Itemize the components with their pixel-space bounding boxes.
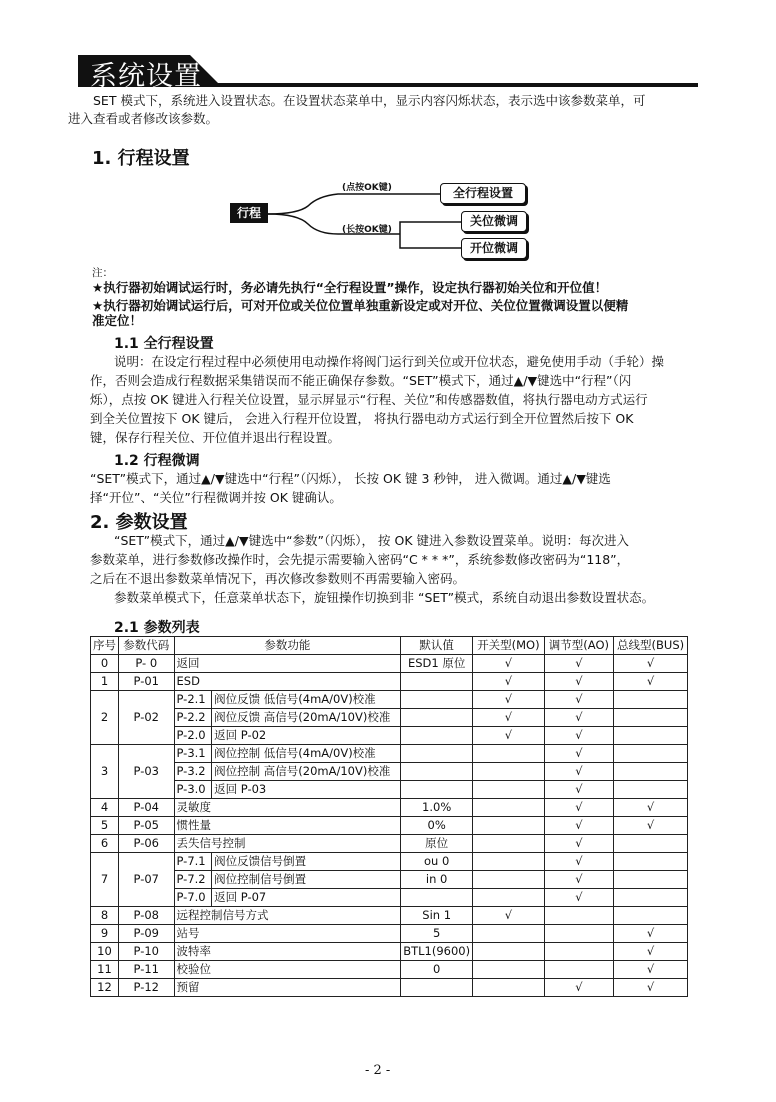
- cell-no: 8: [91, 907, 119, 925]
- table-row: [91, 871, 688, 889]
- cell-code: P-05: [119, 817, 175, 835]
- cell-ao: [544, 907, 614, 925]
- cell-code: P-06: [119, 835, 175, 853]
- cell-default: 0%: [401, 817, 473, 835]
- cell-no: 12: [91, 979, 119, 997]
- cell-default: [401, 745, 473, 763]
- table-row: [91, 691, 688, 709]
- cell-mo: [473, 961, 545, 979]
- cell-code: P-12: [119, 979, 175, 997]
- cell-bus: √: [614, 655, 688, 673]
- travel-diagram: [228, 178, 538, 264]
- cell-function: 返回 P-03: [212, 781, 401, 799]
- cell-function: 阀位反馈 低信号(4mA/0V)校准: [212, 691, 401, 709]
- cell-bus: [614, 871, 688, 889]
- cell-mo: [473, 871, 545, 889]
- table-row: [91, 961, 688, 979]
- cell-default: [401, 889, 473, 907]
- cell-bus: [614, 853, 688, 871]
- cell-function: 校验位: [174, 961, 401, 979]
- cell-ao: √: [544, 835, 614, 853]
- full-travel-line-5: 键，保存行程关位、开位值并退出行程设置。: [90, 430, 341, 445]
- cell-ao: √: [544, 727, 614, 745]
- subsection-title-param-list: 2.1 参数列表: [114, 620, 200, 636]
- full-travel-line-4: 到全关位置按下 OK 键后， 会进入行程开位设置， 将执行器电动方式运行到全开位置然后按下 OK: [90, 411, 634, 426]
- cell-bus: √: [614, 817, 688, 835]
- cell-ao: √: [544, 691, 614, 709]
- cell-function: 丢失信号控制: [174, 835, 401, 853]
- cell-mo: [473, 745, 545, 763]
- subsection-title-full-travel: 1.1 全行程设置: [114, 336, 214, 352]
- cell-ao: √: [544, 853, 614, 871]
- diagram-box-open-trim: 开位微调: [461, 238, 527, 259]
- cell-ao: [544, 943, 614, 961]
- header-mo: 开关型(MO): [473, 637, 545, 655]
- trim-line-1: “SET”模式下，通过▲/▼键选中“行程”（闪烁）， 长按 OK 键 3 秒钟， 进入微调。通过▲/▼键选: [90, 471, 611, 486]
- diagram-box-full-travel: 全行程设置: [440, 183, 526, 204]
- cell-function: 惯性量: [174, 817, 401, 835]
- cell-mo: [473, 817, 545, 835]
- cell-code: P-04: [119, 799, 175, 817]
- cell-function: 远程控制信号方式: [174, 907, 401, 925]
- parameter-table: [90, 636, 688, 997]
- cell-mo: √: [473, 727, 545, 745]
- table-row: [91, 709, 688, 727]
- full-travel-line-3: 烁），点按 OK 键进入行程关位设置，显示屏显示“行程、关位”和传感器数值，将执行器电动方式运行: [90, 392, 648, 407]
- cell-mo: √: [473, 709, 545, 727]
- table-row: [91, 745, 688, 763]
- note-1: ★执行器初始调试运行时，务必请先执行“全行程设置”操作，设定执行器初始关位和开位值！: [92, 280, 608, 295]
- diagram-label-short-press: (点按OK键): [342, 183, 392, 193]
- cell-bus: [614, 727, 688, 745]
- cell-function: 返回 P-02: [212, 727, 401, 745]
- cell-code: P-02: [119, 691, 175, 745]
- cell-mo: [473, 835, 545, 853]
- table-row: [91, 817, 688, 835]
- cell-no: 2: [91, 691, 119, 745]
- page-title: 系统设置: [90, 61, 202, 92]
- intro-line-2: 进入查看或者修改该参数。: [68, 111, 219, 126]
- cell-default: [401, 979, 473, 997]
- cell-function: 灵敏度: [174, 799, 401, 817]
- cell-code: P-07: [119, 853, 175, 907]
- cell-code: P-11: [119, 961, 175, 979]
- cell-mo: [473, 943, 545, 961]
- cell-bus: [614, 745, 688, 763]
- params-line-2: 参数菜单，进行参数修改操作时，会先提示需要输入密码“C * * *”，系统参数修改密码为“118”，: [90, 552, 630, 567]
- cell-subcode: P-2.1: [174, 691, 212, 709]
- table-row: [91, 889, 688, 907]
- table-row: [91, 763, 688, 781]
- section-title-travel: 1. 行程设置: [92, 148, 190, 169]
- cell-mo: [473, 889, 545, 907]
- cell-bus: √: [614, 943, 688, 961]
- cell-default: [401, 763, 473, 781]
- cell-bus: √: [614, 925, 688, 943]
- cell-bus: [614, 781, 688, 799]
- full-travel-line-1: 说明：在设定行程过程中必须使用电动操作将阀门运行到关位或开位状态，避免使用手动（手轮）操: [114, 354, 665, 369]
- cell-default: 0: [401, 961, 473, 979]
- table-row: [91, 673, 688, 691]
- header-function: 参数功能: [174, 637, 401, 655]
- cell-subcode: P-2.0: [174, 727, 212, 745]
- cell-no: 9: [91, 925, 119, 943]
- diagram-label-long-press: (长按OK键): [342, 225, 392, 235]
- cell-code: P-01: [119, 673, 175, 691]
- trim-line-2: 择“开位”、“关位”行程微调并按 OK 键确认。: [90, 490, 342, 505]
- cell-subcode: P-7.0: [174, 889, 212, 907]
- cell-ao: √: [544, 871, 614, 889]
- cell-default: ESD1 原位: [401, 655, 473, 673]
- cell-function: 阀位控制 低信号(4mA/0V)校准: [212, 745, 401, 763]
- cell-function: 阀位控制 高信号(20mA/10V)校准: [212, 763, 401, 781]
- cell-ao: √: [544, 799, 614, 817]
- subsection-title-trim: 1.2 行程微调: [114, 453, 200, 469]
- cell-function: 返回 P-07: [212, 889, 401, 907]
- cell-ao: [544, 925, 614, 943]
- cell-subcode: P-7.2: [174, 871, 212, 889]
- header-ao: 调节型(AO): [544, 637, 614, 655]
- header-no: 序号: [91, 637, 119, 655]
- cell-default: Sin 1: [401, 907, 473, 925]
- cell-mo: [473, 853, 545, 871]
- cell-subcode: P-7.1: [174, 853, 212, 871]
- cell-mo: √: [473, 673, 545, 691]
- cell-no: 11: [91, 961, 119, 979]
- cell-ao: √: [544, 673, 614, 691]
- cell-default: [401, 727, 473, 745]
- cell-bus: [614, 907, 688, 925]
- cell-ao: √: [544, 745, 614, 763]
- table-row: [91, 799, 688, 817]
- table-row: [91, 727, 688, 745]
- cell-default: BTL1(9600): [401, 943, 473, 961]
- cell-no: 5: [91, 817, 119, 835]
- cell-mo: [473, 925, 545, 943]
- table-row: [91, 835, 688, 853]
- params-line-3: 之后在不退出参数菜单情况下，再次修改参数则不再需要输入密码。: [90, 571, 466, 586]
- cell-ao: √: [544, 709, 614, 727]
- diagram-box-close-trim: 关位微调: [461, 211, 527, 232]
- full-travel-line-2: 作，否则会造成行程数据采集错误而不能正确保存参数。“SET”模式下，通过▲/▼键选中“行程”（闪: [90, 373, 632, 388]
- cell-no: 4: [91, 799, 119, 817]
- cell-ao: √: [544, 817, 614, 835]
- cell-mo: √: [473, 655, 545, 673]
- cell-bus: √: [614, 799, 688, 817]
- cell-ao: √: [544, 781, 614, 799]
- cell-function: 阀位反馈 高信号(20mA/10V)校准: [212, 709, 401, 727]
- table-row: [91, 853, 688, 871]
- cell-function: 阀位反馈信号倒置: [212, 853, 401, 871]
- cell-subcode: P-3.0: [174, 781, 212, 799]
- cell-code: P-08: [119, 907, 175, 925]
- cell-bus: [614, 691, 688, 709]
- cell-no: 6: [91, 835, 119, 853]
- diagram-root: 行程: [230, 203, 268, 223]
- cell-function: 阀位控制信号倒置: [212, 871, 401, 889]
- intro-line-1: SET 模式下，系统进入设置状态。在设置状态菜单中，显示内容闪烁状态，表示选中该参数菜单，可: [93, 93, 646, 108]
- cell-code: P- 0: [119, 655, 175, 673]
- cell-mo: [473, 979, 545, 997]
- cell-subcode: P-3.1: [174, 745, 212, 763]
- cell-ao: [544, 961, 614, 979]
- cell-function: 预留: [174, 979, 401, 997]
- cell-ao: √: [544, 763, 614, 781]
- cell-default: 5: [401, 925, 473, 943]
- header-default: 默认值: [401, 637, 473, 655]
- cell-no: 10: [91, 943, 119, 961]
- cell-bus: [614, 889, 688, 907]
- cell-default: 1.0%: [401, 799, 473, 817]
- cell-default: [401, 781, 473, 799]
- cell-no: 1: [91, 673, 119, 691]
- cell-ao: √: [544, 979, 614, 997]
- table-row: [91, 943, 688, 961]
- header-bus: 总线型(BUS): [614, 637, 688, 655]
- section-title-params: 2. 参数设置: [90, 512, 188, 533]
- table-row: [91, 907, 688, 925]
- cell-mo: [473, 781, 545, 799]
- note-label: 注：: [92, 267, 113, 279]
- cell-bus: [614, 835, 688, 853]
- cell-bus: √: [614, 979, 688, 997]
- cell-no: 7: [91, 853, 119, 907]
- table-row: [91, 781, 688, 799]
- note-2: ★执行器初始调试运行后，可对开位或关位位置单独重新设定或对开位、关位位置微调设置以便精: [92, 298, 629, 313]
- cell-no: 0: [91, 655, 119, 673]
- cell-default: 原位: [401, 835, 473, 853]
- cell-function: 波特率: [174, 943, 401, 961]
- table-header-row: [91, 637, 688, 655]
- page-number: - 2 -: [365, 1063, 391, 1078]
- cell-mo: [473, 799, 545, 817]
- cell-code: P-10: [119, 943, 175, 961]
- cell-default: in 0: [401, 871, 473, 889]
- cell-function: ESD: [174, 673, 401, 691]
- header-banner: [78, 55, 698, 92]
- cell-function: 站号: [174, 925, 401, 943]
- cell-mo: √: [473, 907, 545, 925]
- cell-code: P-03: [119, 745, 175, 799]
- cell-function: 返回: [174, 655, 401, 673]
- cell-default: [401, 709, 473, 727]
- table-row: [91, 655, 688, 673]
- params-line-1: “SET”模式下，通过▲/▼键选中“参数”（闪烁）， 按 OK 键进入参数设置菜单。说明：每次进入: [114, 533, 629, 548]
- cell-default: ou 0: [401, 853, 473, 871]
- cell-bus: √: [614, 961, 688, 979]
- cell-ao: √: [544, 889, 614, 907]
- cell-code: P-09: [119, 925, 175, 943]
- cell-ao: √: [544, 655, 614, 673]
- cell-bus: √: [614, 673, 688, 691]
- header-code: 参数代码: [119, 637, 175, 655]
- cell-mo: [473, 763, 545, 781]
- cell-default: [401, 673, 473, 691]
- cell-default: [401, 691, 473, 709]
- params-line-4: 参数菜单模式下，任意菜单状态下，旋钮操作切换到非 “SET”模式，系统自动退出参数设置状态。: [114, 590, 655, 605]
- parameter-table-body: [91, 637, 688, 997]
- cell-subcode: P-2.2: [174, 709, 212, 727]
- table-row: [91, 979, 688, 997]
- cell-no: 3: [91, 745, 119, 799]
- cell-subcode: P-3.2: [174, 763, 212, 781]
- note-2-cont: 准定位！: [92, 313, 143, 328]
- table-row: [91, 925, 688, 943]
- cell-bus: [614, 709, 688, 727]
- cell-mo: √: [473, 691, 545, 709]
- cell-bus: [614, 763, 688, 781]
